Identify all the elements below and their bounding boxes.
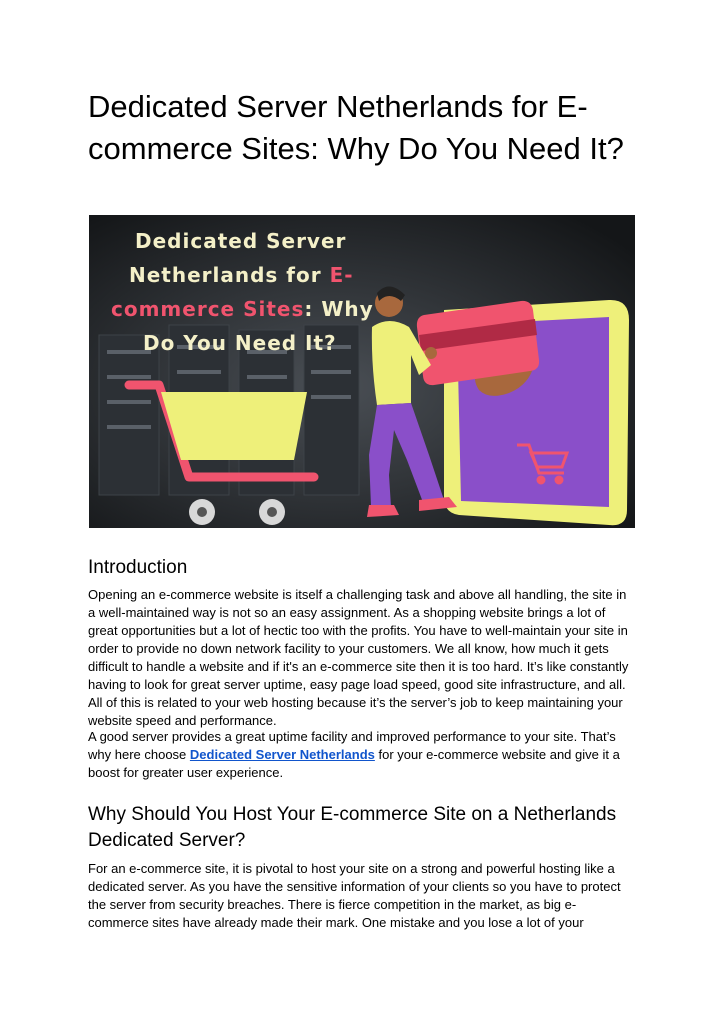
svg-text:Netherlands for E- [129, 263, 354, 287]
intro-paragraph-2 [88, 728, 636, 782]
svg-text:commerce Sites: Why [111, 297, 374, 321]
dedicated-server-netherlands-link[interactable]: Dedicated Server Netherlands [189, 747, 375, 762]
hero-text-line-2: Netherlands for [129, 263, 330, 287]
intro-paragraph-2-text-end: for your e-commerce website and give it a boost for greater user experience. [88, 747, 620, 780]
hero-text-line-1: Dedicated Server [135, 229, 347, 253]
hero-text-line-3: : Why [304, 297, 374, 321]
intro-paragraph-1: Opening an e-commerce website is itself a challenging task and above all handling, the site in a well-maintained way is not so an easy assignment. As a shopping website brings a lot of great opportunities but a lot of hectic too with the profits. You have to well-maintain your site in order to provide no down network facility to your customers. We all know, how much it gets difficult to handle a website and if it's an e-commerce site then it is too hard. It’s like constantly having to look for great server uptime, easy page load speed, good site infrastructure, and all. All of this is related to your web hosting because it’s the server’s job to keep maintaining your website speed and performance. [88, 587, 629, 728]
page-title: Dedicated Server Netherlands for E-commerce Sites: Why Do You Need It? [88, 89, 624, 166]
hero-text-line-2-accent: E- [329, 263, 354, 287]
section-heading-why-host: Why Should You Host Your E-commerce Site on a Netherlands Dedicated Server? [88, 804, 617, 851]
intro-paragraph-2-text: A good server provides a great uptime facility and improved performance to your site. That’s why here choose [88, 729, 616, 762]
hero-text-line-4: Do You Need It? [143, 331, 337, 355]
hero-banner-image [89, 215, 635, 528]
section-heading-introduction: Introduction [88, 557, 188, 578]
why-paragraph-1: For an e-commerce site, it is pivotal to host your site on a strong and powerful hosting like a dedicated server. As you have the sensitive information of your clients so you have to protect the server from security breaches. There is fierce competition in the market, as big e-commerce sites have already made their mark. One mistake and you lose a lot of your [88, 861, 621, 930]
hero-text-line-3-accent: commerce Sites [111, 297, 305, 321]
